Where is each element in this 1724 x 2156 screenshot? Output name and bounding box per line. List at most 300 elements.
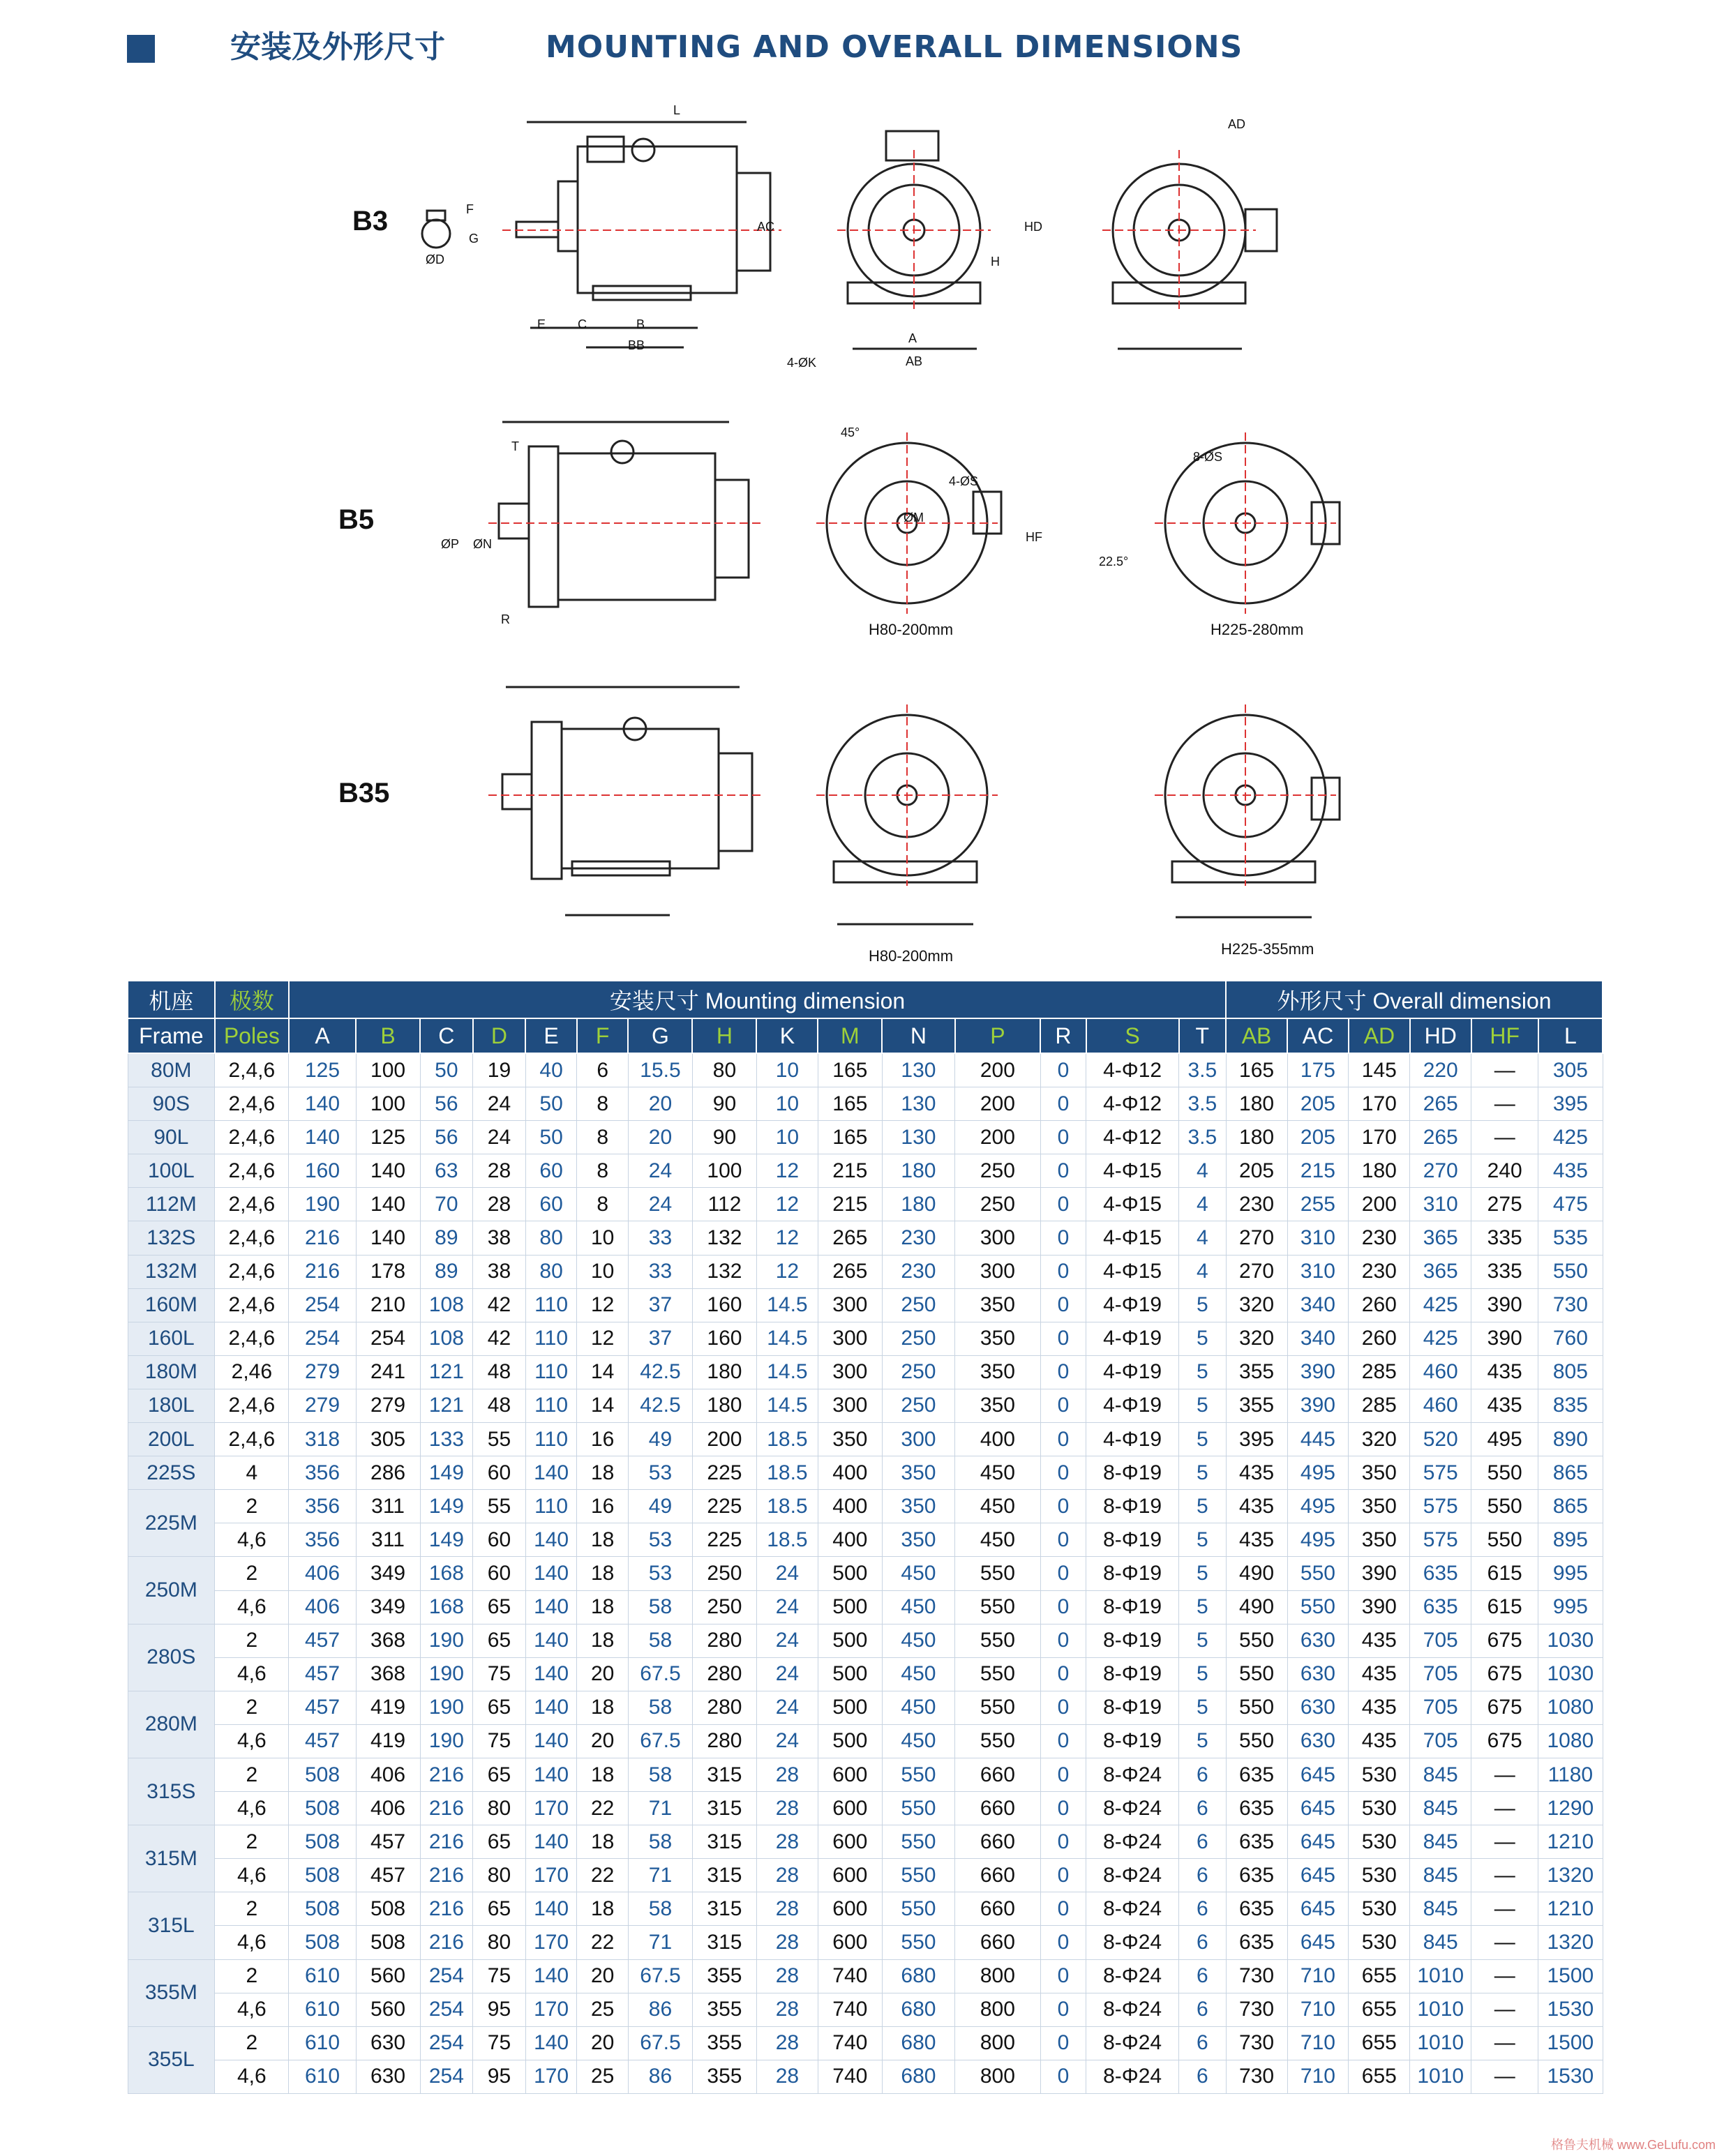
cell-e: 140 bbox=[525, 1624, 577, 1657]
cell-s: 8-Φ24 bbox=[1086, 1792, 1179, 1825]
cell-s: 8-Φ19 bbox=[1086, 1691, 1179, 1724]
table-row bbox=[128, 2060, 1603, 2093]
cell-r: 0 bbox=[1040, 1993, 1086, 2026]
cell-d: 42 bbox=[473, 1288, 526, 1322]
cell-p: 400 bbox=[955, 1423, 1041, 1456]
cell-m: 600 bbox=[818, 1859, 882, 1892]
table-row bbox=[128, 1053, 1603, 1087]
cell-poles: 2,4,6 bbox=[215, 1087, 289, 1121]
cell-d: 80 bbox=[473, 1792, 526, 1825]
cell-a: 318 bbox=[289, 1423, 356, 1456]
cell-hf: — bbox=[1471, 2026, 1538, 2060]
cell-d: 48 bbox=[473, 1355, 526, 1389]
cell-p: 450 bbox=[955, 1490, 1041, 1523]
cell-poles: 2 bbox=[215, 1892, 289, 1926]
frame-cell: 355L bbox=[128, 2026, 215, 2093]
cell-a: 508 bbox=[289, 1926, 356, 1959]
cell-n: 550 bbox=[882, 1792, 954, 1825]
cell-h: 280 bbox=[692, 1657, 756, 1691]
cell-h: 90 bbox=[692, 1087, 756, 1121]
cell-hf: 390 bbox=[1471, 1288, 1538, 1322]
cell-r: 0 bbox=[1040, 1557, 1086, 1590]
cell-p: 660 bbox=[955, 1892, 1041, 1926]
cell-c: 254 bbox=[420, 2026, 473, 2060]
cell-t: 6 bbox=[1179, 1993, 1227, 2026]
mount-label-b35: B35 bbox=[338, 778, 390, 808]
cell-ac: 710 bbox=[1287, 2026, 1349, 2060]
cell-a: 279 bbox=[289, 1389, 356, 1422]
cell-k: 14.5 bbox=[756, 1389, 818, 1422]
cell-n: 550 bbox=[882, 1758, 954, 1791]
cell-k: 12 bbox=[756, 1255, 818, 1288]
cell-e: 110 bbox=[525, 1355, 577, 1389]
table-row bbox=[128, 1188, 1603, 1221]
cell-l: 475 bbox=[1538, 1188, 1603, 1221]
cell-ab: 230 bbox=[1226, 1188, 1287, 1221]
cell-d: 65 bbox=[473, 1825, 526, 1859]
cell-k: 18.5 bbox=[756, 1423, 818, 1456]
cell-ab: 635 bbox=[1226, 1892, 1287, 1926]
cell-e: 110 bbox=[525, 1288, 577, 1322]
cell-k: 24 bbox=[756, 1624, 818, 1657]
cell-ac: 550 bbox=[1287, 1590, 1349, 1624]
cell-k: 28 bbox=[756, 1859, 818, 1892]
cell-k: 24 bbox=[756, 1657, 818, 1691]
dimension-label: AC bbox=[757, 220, 775, 234]
cell-l: 1080 bbox=[1538, 1724, 1603, 1758]
cell-ab: 355 bbox=[1226, 1389, 1287, 1422]
frame-cell: 160L bbox=[128, 1322, 215, 1355]
cell-hd: 1010 bbox=[1410, 1959, 1471, 1993]
table-row bbox=[128, 1959, 1603, 1993]
dimension-label: ØP bbox=[441, 537, 460, 551]
dimension-label: 8-ØS bbox=[1193, 450, 1223, 464]
cell-h: 315 bbox=[692, 1825, 756, 1859]
cell-t: 3.5 bbox=[1179, 1087, 1227, 1121]
cell-b: 368 bbox=[356, 1657, 420, 1691]
cell-hf: — bbox=[1471, 1121, 1538, 1154]
cell-n: 450 bbox=[882, 1691, 954, 1724]
cell-n: 680 bbox=[882, 1959, 954, 1993]
cell-a: 457 bbox=[289, 1691, 356, 1724]
cell-ad: 435 bbox=[1349, 1691, 1410, 1724]
cell-g: 86 bbox=[628, 1993, 692, 2026]
cell-ad: 655 bbox=[1349, 2026, 1410, 2060]
cell-n: 130 bbox=[882, 1121, 954, 1154]
cell-hd: 705 bbox=[1410, 1724, 1471, 1758]
cell-hf: 675 bbox=[1471, 1657, 1538, 1691]
cell-k: 28 bbox=[756, 1758, 818, 1791]
cell-n: 450 bbox=[882, 1724, 954, 1758]
cell-a: 125 bbox=[289, 1053, 356, 1087]
cell-hf: — bbox=[1471, 1993, 1538, 2026]
cell-hf: 550 bbox=[1471, 1456, 1538, 1490]
cell-b: 241 bbox=[356, 1355, 420, 1389]
cell-hd: 365 bbox=[1410, 1221, 1471, 1255]
table-row bbox=[128, 1557, 1603, 1590]
cell-c: 56 bbox=[420, 1121, 473, 1154]
cell-hd: 265 bbox=[1410, 1087, 1471, 1121]
cell-r: 0 bbox=[1040, 1691, 1086, 1724]
cell-f: 22 bbox=[577, 1926, 629, 1959]
cell-ac: 645 bbox=[1287, 1792, 1349, 1825]
cell-hf: — bbox=[1471, 1859, 1538, 1892]
cell-d: 65 bbox=[473, 1624, 526, 1657]
cell-c: 149 bbox=[420, 1456, 473, 1490]
cell-e: 170 bbox=[525, 1993, 577, 2026]
cell-s: 8-Φ19 bbox=[1086, 1724, 1179, 1758]
cell-n: 550 bbox=[882, 1825, 954, 1859]
cell-b: 560 bbox=[356, 1993, 420, 2026]
cell-f: 20 bbox=[577, 1724, 629, 1758]
cell-l: 1030 bbox=[1538, 1624, 1603, 1657]
cell-r: 0 bbox=[1040, 1523, 1086, 1557]
cell-ab: 635 bbox=[1226, 1825, 1287, 1859]
cell-ab: 355 bbox=[1226, 1355, 1287, 1389]
cell-t: 6 bbox=[1179, 1926, 1227, 1959]
dimension-label: R bbox=[501, 612, 510, 626]
cell-n: 550 bbox=[882, 1926, 954, 1959]
cell-p: 550 bbox=[955, 1557, 1041, 1590]
cell-e: 140 bbox=[525, 1456, 577, 1490]
cell-poles: 4,6 bbox=[215, 1993, 289, 2026]
cell-ad: 530 bbox=[1349, 1859, 1410, 1892]
table-row bbox=[128, 1255, 1603, 1288]
cell-b: 406 bbox=[356, 1758, 420, 1791]
title-english: MOUNTING AND OVERALL DIMENSIONS bbox=[546, 29, 1243, 65]
cell-b: 140 bbox=[356, 1221, 420, 1255]
cell-t: 6 bbox=[1179, 1859, 1227, 1892]
cell-h: 315 bbox=[692, 1792, 756, 1825]
cell-f: 20 bbox=[577, 2026, 629, 2060]
cell-d: 19 bbox=[473, 1053, 526, 1087]
cell-m: 300 bbox=[818, 1288, 882, 1322]
cell-d: 24 bbox=[473, 1087, 526, 1121]
cell-c: 216 bbox=[420, 1758, 473, 1791]
cell-ab: 490 bbox=[1226, 1557, 1287, 1590]
caption-b35-small: H80-200mm bbox=[869, 947, 954, 965]
cell-n: 230 bbox=[882, 1221, 954, 1255]
cell-m: 500 bbox=[818, 1557, 882, 1590]
cell-l: 1320 bbox=[1538, 1859, 1603, 1892]
cell-e: 170 bbox=[525, 1859, 577, 1892]
cell-ab: 320 bbox=[1226, 1288, 1287, 1322]
cell-b: 178 bbox=[356, 1255, 420, 1288]
cell-a: 508 bbox=[289, 1825, 356, 1859]
cell-g: 37 bbox=[628, 1322, 692, 1355]
column-header-k: K bbox=[756, 1018, 818, 1053]
cell-m: 215 bbox=[818, 1188, 882, 1221]
cell-d: 65 bbox=[473, 1892, 526, 1926]
cell-hf: 675 bbox=[1471, 1724, 1538, 1758]
dimension-label: T bbox=[511, 439, 519, 453]
cell-ac: 645 bbox=[1287, 1926, 1349, 1959]
cell-c: 108 bbox=[420, 1288, 473, 1322]
cell-c: 89 bbox=[420, 1221, 473, 1255]
cell-s: 4-Φ19 bbox=[1086, 1389, 1179, 1422]
frame-cell: 250M bbox=[128, 1557, 215, 1624]
cell-ad: 180 bbox=[1349, 1154, 1410, 1188]
cell-g: 33 bbox=[628, 1255, 692, 1288]
cell-n: 300 bbox=[882, 1423, 954, 1456]
cell-hf: — bbox=[1471, 1959, 1538, 1993]
cell-hd: 575 bbox=[1410, 1523, 1471, 1557]
dimension-label: G bbox=[469, 232, 479, 246]
cell-poles: 2,4,6 bbox=[215, 1188, 289, 1221]
frame-cell: 200L bbox=[128, 1423, 215, 1456]
frame-cell: 90S bbox=[128, 1087, 215, 1121]
cell-h: 225 bbox=[692, 1456, 756, 1490]
cell-e: 140 bbox=[525, 1959, 577, 1993]
cell-n: 230 bbox=[882, 1255, 954, 1288]
cell-k: 18.5 bbox=[756, 1490, 818, 1523]
cell-ad: 230 bbox=[1349, 1255, 1410, 1288]
cell-f: 18 bbox=[577, 1892, 629, 1926]
cell-h: 250 bbox=[692, 1557, 756, 1590]
cell-h: 180 bbox=[692, 1389, 756, 1422]
cell-g: 24 bbox=[628, 1188, 692, 1221]
cell-s: 8-Φ24 bbox=[1086, 1758, 1179, 1791]
column-header-hf: HF bbox=[1471, 1018, 1538, 1053]
cell-k: 28 bbox=[756, 1792, 818, 1825]
cell-hf: 335 bbox=[1471, 1221, 1538, 1255]
cell-l: 995 bbox=[1538, 1590, 1603, 1624]
cell-m: 740 bbox=[818, 1959, 882, 1993]
column-header-d: D bbox=[473, 1018, 526, 1053]
cell-t: 3.5 bbox=[1179, 1053, 1227, 1087]
cell-g: 49 bbox=[628, 1423, 692, 1456]
cell-hd: 425 bbox=[1410, 1288, 1471, 1322]
cell-e: 140 bbox=[525, 1691, 577, 1724]
cell-t: 5 bbox=[1179, 1456, 1227, 1490]
cell-n: 350 bbox=[882, 1456, 954, 1490]
cell-g: 58 bbox=[628, 1758, 692, 1791]
column-header-ab: AB bbox=[1226, 1018, 1287, 1053]
cell-r: 0 bbox=[1040, 1825, 1086, 1859]
cell-b: 560 bbox=[356, 1959, 420, 1993]
cell-poles: 4 bbox=[215, 1456, 289, 1490]
cell-ac: 495 bbox=[1287, 1490, 1349, 1523]
cell-ac: 205 bbox=[1287, 1087, 1349, 1121]
cell-hf: 435 bbox=[1471, 1355, 1538, 1389]
cell-a: 457 bbox=[289, 1657, 356, 1691]
cell-ab: 550 bbox=[1226, 1724, 1287, 1758]
cell-f: 10 bbox=[577, 1255, 629, 1288]
cell-ab: 205 bbox=[1226, 1154, 1287, 1188]
cell-l: 890 bbox=[1538, 1423, 1603, 1456]
cell-t: 6 bbox=[1179, 1959, 1227, 1993]
cell-c: 254 bbox=[420, 2060, 473, 2093]
cell-b: 311 bbox=[356, 1523, 420, 1557]
cell-b: 508 bbox=[356, 1926, 420, 1959]
cell-l: 1290 bbox=[1538, 1792, 1603, 1825]
cell-l: 1210 bbox=[1538, 1825, 1603, 1859]
cell-a: 406 bbox=[289, 1590, 356, 1624]
cell-b: 368 bbox=[356, 1624, 420, 1657]
cell-b: 311 bbox=[356, 1490, 420, 1523]
cell-b: 349 bbox=[356, 1590, 420, 1624]
cell-b: 305 bbox=[356, 1423, 420, 1456]
cell-ad: 390 bbox=[1349, 1557, 1410, 1590]
cell-m: 740 bbox=[818, 1993, 882, 2026]
cell-d: 75 bbox=[473, 1657, 526, 1691]
cell-e: 80 bbox=[525, 1255, 577, 1288]
cell-t: 4 bbox=[1179, 1221, 1227, 1255]
table-row bbox=[128, 1523, 1603, 1557]
table-row bbox=[128, 1758, 1603, 1791]
cell-b: 125 bbox=[356, 1121, 420, 1154]
cell-hd: 1010 bbox=[1410, 2026, 1471, 2060]
cell-hf: — bbox=[1471, 1053, 1538, 1087]
cell-s: 4-Φ15 bbox=[1086, 1188, 1179, 1221]
column-header-c: C bbox=[420, 1018, 473, 1053]
cell-ad: 170 bbox=[1349, 1087, 1410, 1121]
cell-poles: 2 bbox=[215, 1825, 289, 1859]
cell-t: 6 bbox=[1179, 1792, 1227, 1825]
cell-f: 22 bbox=[577, 1792, 629, 1825]
cell-p: 800 bbox=[955, 1993, 1041, 2026]
cell-ad: 390 bbox=[1349, 1590, 1410, 1624]
cell-t: 6 bbox=[1179, 2060, 1227, 2093]
cell-l: 425 bbox=[1538, 1121, 1603, 1154]
cell-hd: 635 bbox=[1410, 1557, 1471, 1590]
cell-t: 5 bbox=[1179, 1657, 1227, 1691]
cell-c: 89 bbox=[420, 1255, 473, 1288]
cell-k: 28 bbox=[756, 1926, 818, 1959]
cell-m: 500 bbox=[818, 1724, 882, 1758]
cell-m: 500 bbox=[818, 1624, 882, 1657]
cell-c: 190 bbox=[420, 1657, 473, 1691]
cell-g: 42.5 bbox=[628, 1355, 692, 1389]
cell-c: 133 bbox=[420, 1423, 473, 1456]
cell-m: 265 bbox=[818, 1255, 882, 1288]
cell-s: 8-Φ19 bbox=[1086, 1590, 1179, 1624]
cell-a: 508 bbox=[289, 1792, 356, 1825]
cell-g: 37 bbox=[628, 1288, 692, 1322]
table-row bbox=[128, 1859, 1603, 1892]
cell-n: 450 bbox=[882, 1657, 954, 1691]
cell-s: 4-Φ19 bbox=[1086, 1288, 1179, 1322]
cell-hf: — bbox=[1471, 1892, 1538, 1926]
cell-p: 660 bbox=[955, 1859, 1041, 1892]
cell-k: 10 bbox=[756, 1053, 818, 1087]
cell-k: 28 bbox=[756, 1892, 818, 1926]
cell-d: 95 bbox=[473, 1993, 526, 2026]
cell-f: 18 bbox=[577, 1523, 629, 1557]
cell-ac: 340 bbox=[1287, 1322, 1349, 1355]
cell-s: 8-Φ19 bbox=[1086, 1657, 1179, 1691]
cell-poles: 2,46 bbox=[215, 1355, 289, 1389]
cell-t: 5 bbox=[1179, 1691, 1227, 1724]
cell-r: 0 bbox=[1040, 1792, 1086, 1825]
cell-poles: 2,4,6 bbox=[215, 1389, 289, 1422]
cell-ad: 435 bbox=[1349, 1657, 1410, 1691]
cell-n: 180 bbox=[882, 1154, 954, 1188]
cell-ad: 170 bbox=[1349, 1121, 1410, 1154]
cell-m: 165 bbox=[818, 1121, 882, 1154]
cell-poles: 2 bbox=[215, 2026, 289, 2060]
cell-a: 610 bbox=[289, 2026, 356, 2060]
cell-c: 168 bbox=[420, 1557, 473, 1590]
cell-ac: 495 bbox=[1287, 1456, 1349, 1490]
cell-m: 600 bbox=[818, 1926, 882, 1959]
cell-hd: 460 bbox=[1410, 1355, 1471, 1389]
table-row bbox=[128, 1490, 1603, 1523]
caption-b5-large: H225-280mm bbox=[1210, 621, 1304, 638]
cell-g: 53 bbox=[628, 1523, 692, 1557]
dimension-label: A bbox=[908, 331, 917, 345]
cell-b: 406 bbox=[356, 1792, 420, 1825]
cell-d: 60 bbox=[473, 1557, 526, 1590]
cell-e: 50 bbox=[525, 1121, 577, 1154]
dimension-label: H bbox=[991, 255, 1000, 269]
cell-r: 0 bbox=[1040, 2026, 1086, 2060]
cell-hf: — bbox=[1471, 1926, 1538, 1959]
cell-ac: 550 bbox=[1287, 1557, 1349, 1590]
cell-ad: 655 bbox=[1349, 2060, 1410, 2093]
cell-l: 760 bbox=[1538, 1322, 1603, 1355]
cell-hd: 365 bbox=[1410, 1255, 1471, 1288]
cell-ab: 730 bbox=[1226, 1993, 1287, 2026]
cell-ac: 205 bbox=[1287, 1121, 1349, 1154]
column-header-g: G bbox=[628, 1018, 692, 1053]
cell-m: 215 bbox=[818, 1154, 882, 1188]
cell-a: 356 bbox=[289, 1490, 356, 1523]
cell-c: 216 bbox=[420, 1859, 473, 1892]
cell-e: 110 bbox=[525, 1490, 577, 1523]
cell-poles: 4,6 bbox=[215, 1523, 289, 1557]
cell-c: 190 bbox=[420, 1724, 473, 1758]
cell-b: 140 bbox=[356, 1188, 420, 1221]
cell-e: 140 bbox=[525, 1557, 577, 1590]
cell-ab: 435 bbox=[1226, 1456, 1287, 1490]
cell-c: 190 bbox=[420, 1691, 473, 1724]
cell-ab: 730 bbox=[1226, 1959, 1287, 1993]
cell-n: 250 bbox=[882, 1322, 954, 1355]
cell-r: 0 bbox=[1040, 1490, 1086, 1523]
cell-h: 315 bbox=[692, 1892, 756, 1926]
cell-c: 168 bbox=[420, 1590, 473, 1624]
cell-g: 24 bbox=[628, 1154, 692, 1188]
cell-ad: 320 bbox=[1349, 1423, 1410, 1456]
cell-hd: 1010 bbox=[1410, 1993, 1471, 2026]
column-header-e: E bbox=[525, 1018, 577, 1053]
cell-n: 250 bbox=[882, 1389, 954, 1422]
cell-r: 0 bbox=[1040, 1959, 1086, 1993]
table-row bbox=[128, 1792, 1603, 1825]
cell-f: 14 bbox=[577, 1389, 629, 1422]
cell-ab: 320 bbox=[1226, 1322, 1287, 1355]
cell-s: 8-Φ24 bbox=[1086, 1926, 1179, 1959]
cell-s: 8-Φ24 bbox=[1086, 1959, 1179, 1993]
table-row bbox=[128, 1322, 1603, 1355]
dimension-drawings bbox=[0, 0, 1724, 977]
cell-ab: 435 bbox=[1226, 1490, 1287, 1523]
cell-n: 450 bbox=[882, 1624, 954, 1657]
cell-ac: 175 bbox=[1287, 1053, 1349, 1087]
cell-d: 28 bbox=[473, 1154, 526, 1188]
cell-h: 180 bbox=[692, 1355, 756, 1389]
cell-t: 5 bbox=[1179, 1322, 1227, 1355]
cell-r: 0 bbox=[1040, 1657, 1086, 1691]
cell-hd: 845 bbox=[1410, 1859, 1471, 1892]
cell-a: 508 bbox=[289, 1892, 356, 1926]
dimension-label: ØM bbox=[904, 511, 924, 525]
cell-ad: 200 bbox=[1349, 1188, 1410, 1221]
cell-c: 216 bbox=[420, 1825, 473, 1859]
cell-t: 5 bbox=[1179, 1389, 1227, 1422]
cell-m: 165 bbox=[818, 1087, 882, 1121]
